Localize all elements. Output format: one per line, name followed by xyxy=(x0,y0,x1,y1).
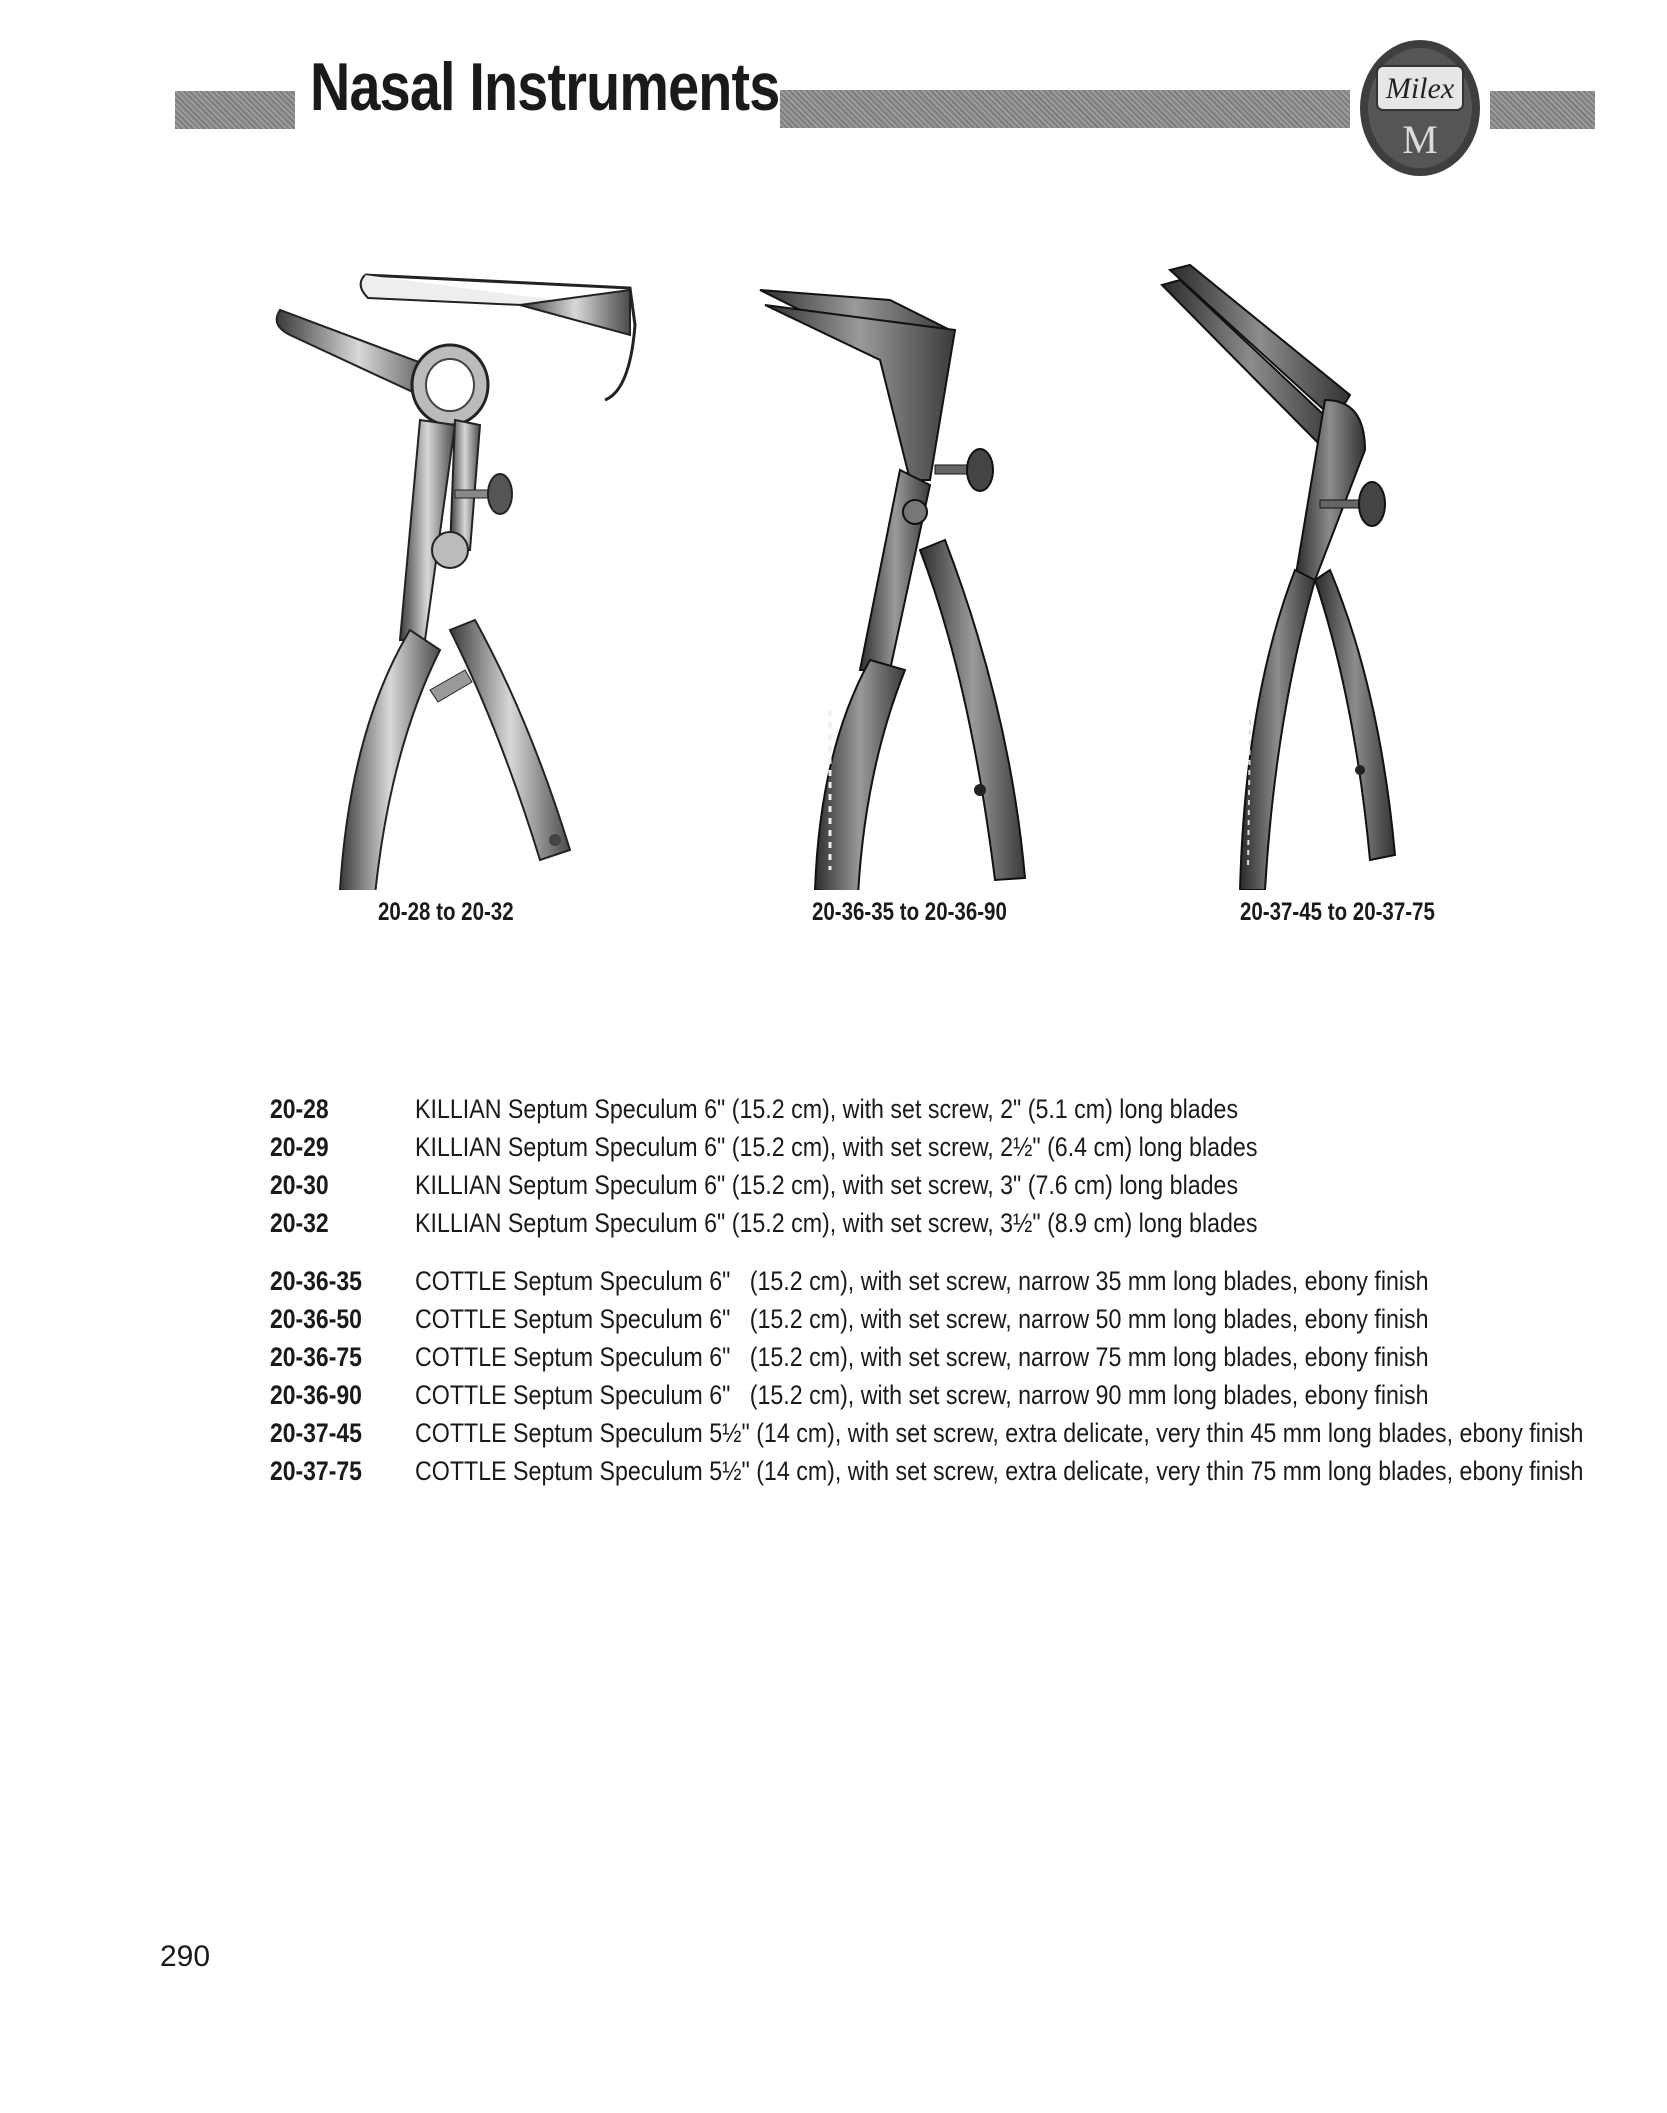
header-bar-middle xyxy=(780,90,1350,128)
logo-initial: M xyxy=(1402,117,1438,162)
milex-logo xyxy=(1355,38,1485,178)
item-description: COTTLE Septum Speculum 6" (15.2 cm), with set screw, narrow 90 mm long blades, ebony finish xyxy=(415,1380,1429,1410)
item-description: COTTLE Septum Speculum 6" (15.2 cm), with set screw, narrow 75 mm long blades, ebony finish xyxy=(415,1342,1429,1372)
figure-caption-cottle-delicate: 20-37-45 to 20-37-75 xyxy=(1240,898,1435,926)
item-code: 20-36-50 xyxy=(270,1304,362,1334)
catalog-row xyxy=(270,1338,1600,1376)
catalog-row xyxy=(270,1204,1600,1242)
figure-caption-killian: 20-28 to 20-32 xyxy=(378,898,514,926)
item-code: 20-32 xyxy=(270,1208,329,1238)
catalog-row xyxy=(270,1300,1600,1338)
catalog-row xyxy=(270,1376,1600,1414)
catalog-row xyxy=(270,1262,1600,1300)
catalog-row xyxy=(270,1166,1600,1204)
item-code: 20-36-90 xyxy=(270,1380,362,1410)
item-description: COTTLE Septum Speculum 5½" (14 cm), with set screw, extra delicate, very thin 45 mm long blades, ebony finish xyxy=(415,1418,1584,1448)
item-code: 20-36-75 xyxy=(270,1342,362,1372)
catalog-list xyxy=(270,1090,1600,1510)
catalog-group-cottle xyxy=(270,1262,1600,1490)
item-code: 20-29 xyxy=(270,1132,329,1162)
item-description: KILLIAN Septum Speculum 6" (15.2 cm), with set screw, 3½" (8.9 cm) long blades xyxy=(415,1208,1258,1238)
item-code: 20-37-45 xyxy=(270,1418,362,1448)
header-bar-left xyxy=(175,91,295,129)
page-title: Nasal Instruments xyxy=(310,49,780,125)
page-header xyxy=(0,0,1667,200)
catalog-row xyxy=(270,1128,1600,1166)
catalog-row xyxy=(270,1414,1600,1452)
page-number: 290 xyxy=(160,1940,211,1973)
item-code: 20-36-35 xyxy=(270,1266,362,1296)
figure-caption-cottle: 20-36-35 to 20-36-90 xyxy=(812,898,1007,926)
catalog-row xyxy=(270,1090,1600,1128)
item-description: COTTLE Septum Speculum 6" (15.2 cm), with set screw, narrow 35 mm long blades, ebony finish xyxy=(415,1266,1429,1296)
cottle-delicate-speculum-icon xyxy=(1150,250,1470,890)
item-code: 20-30 xyxy=(270,1170,329,1200)
item-description: COTTLE Septum Speculum 5½" (14 cm), with set screw, extra delicate, very thin 75 mm long blades, ebony finish xyxy=(415,1456,1584,1486)
item-code: 20-37-75 xyxy=(270,1456,362,1486)
killian-speculum-icon xyxy=(250,250,670,890)
item-description: KILLIAN Septum Speculum 6" (15.2 cm), with set screw, 3" (7.6 cm) long blades xyxy=(415,1170,1239,1200)
catalog-group-killian xyxy=(270,1090,1600,1242)
logo-text: Milex xyxy=(1385,72,1455,105)
cottle-speculum-icon xyxy=(740,250,1080,890)
item-code: 20-28 xyxy=(270,1094,329,1124)
header-bar-right xyxy=(1490,91,1595,129)
catalog-row xyxy=(270,1452,1600,1490)
item-description: KILLIAN Septum Speculum 6" (15.2 cm), with set screw, 2" (5.1 cm) long blades xyxy=(415,1094,1239,1124)
item-description: COTTLE Septum Speculum 6" (15.2 cm), with set screw, narrow 50 mm long blades, ebony finish xyxy=(415,1304,1429,1334)
item-description: KILLIAN Septum Speculum 6" (15.2 cm), with set screw, 2½" (6.4 cm) long blades xyxy=(415,1132,1258,1162)
